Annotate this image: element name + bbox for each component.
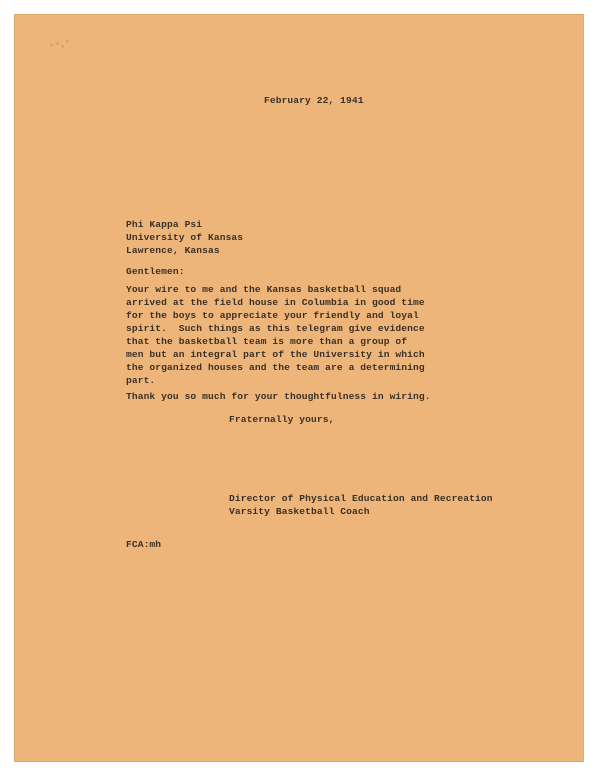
body-line: spirit. Such things as this telegram give evidence xyxy=(126,323,425,334)
recipient-line: Phi Kappa Psi xyxy=(126,219,203,230)
body-line: arrived at the field house in Columbia in good time xyxy=(126,297,425,308)
closing: Fraternally yours, xyxy=(229,414,335,425)
letter-page xyxy=(14,14,584,762)
signature-title-line: Director of Physical Education and Recreation xyxy=(229,493,493,504)
body-line: for the boys to appreciate your friendly and loyal xyxy=(126,310,419,321)
body-line: Your wire to me and the Kansas basketball squad xyxy=(126,284,402,295)
recipient-address xyxy=(126,218,243,257)
salutation: Gentlemen: xyxy=(126,266,185,277)
paper-smudge xyxy=(50,40,72,50)
thanks-line: Thank you so much for your thoughtfulness in wiring. xyxy=(126,391,431,402)
recipient-line: Lawrence, Kansas xyxy=(126,245,220,256)
signature-title-line: Varsity Basketball Coach xyxy=(229,506,370,517)
letter-body xyxy=(126,283,425,387)
body-line: men but an integral part of the University in which xyxy=(126,349,425,360)
typist-initials: FCA:mh xyxy=(126,539,162,550)
body-line: that the basketball team is more than a group of xyxy=(126,336,408,347)
recipient-line: University of Kansas xyxy=(126,232,244,243)
body-line: part. xyxy=(126,375,156,386)
letter-date: February 22, 1941 xyxy=(264,95,364,106)
body-line: the organized houses and the team are a determining xyxy=(126,362,425,373)
signature-title xyxy=(229,492,493,518)
